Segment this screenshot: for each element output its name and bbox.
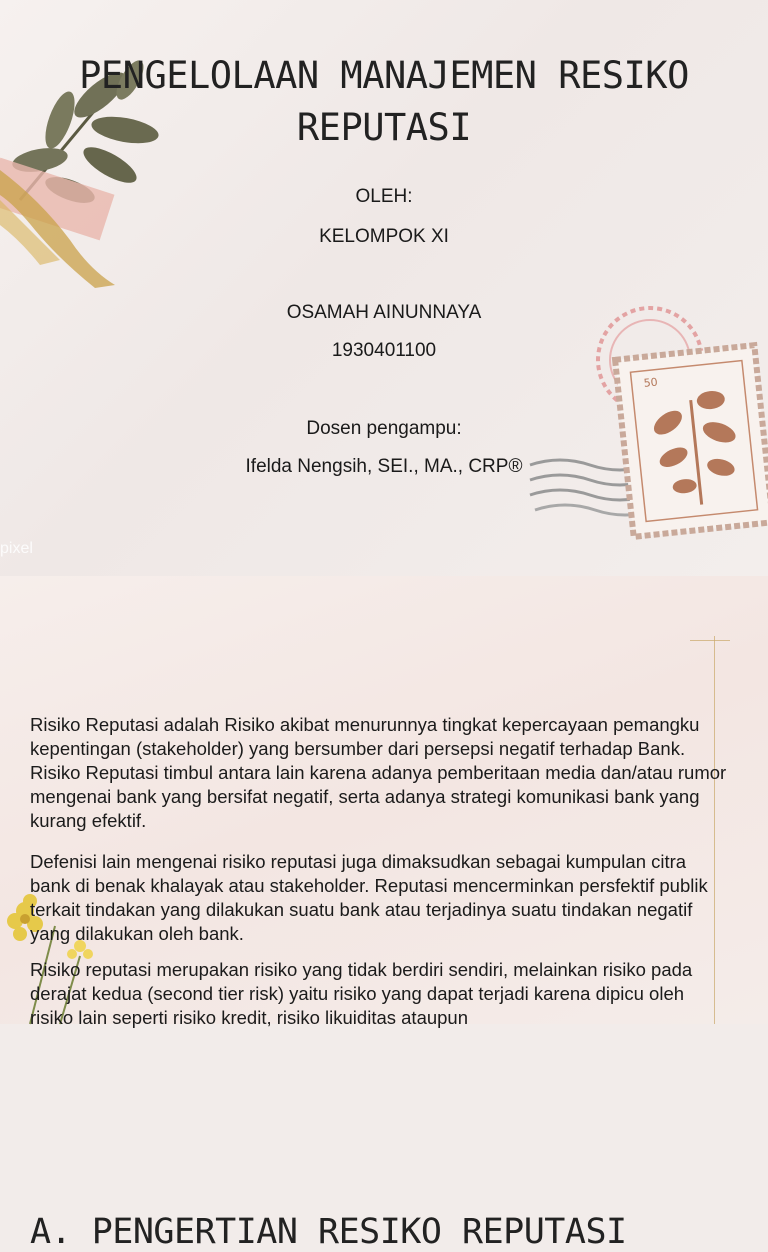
- group-name: KELOMPOK XI: [319, 226, 449, 247]
- lecturer-label: Dosen pengampu:: [306, 418, 462, 439]
- paragraph-1: Risiko Reputasi adalah Risiko akibat menurunnya tingkat kepercayaan pemangku kepentingan (stakeholder) yang bersumber dari persepsi negatif terhadap Bank. Risiko Reputasi timbul antara lain karena adanya pemberitaan media dan/atau rumor mengenai bank yang bersifat negatif, serta adanya strategi komunikasi bank yang kurang efektif.: [30, 714, 727, 831]
- paragraph-2: Defenisi lain mengenai risiko reputasi juga dimaksudkan sebagai kumpulan citra bank di benak khalayak atau stakeholder. Reputasi mencerminkan persfektif publik terkait tindakan yang dilakukan suatu bank atau terjadinya suatu tindakan negatif yang dilakukan oleh bank.: [30, 851, 708, 944]
- slide-title: [0, 50, 768, 154]
- title-slide: [0, 0, 768, 576]
- watermark-text: pixel: [0, 540, 33, 557]
- frame-right-top: [690, 640, 730, 641]
- gold-glitter-decoration: [0, 160, 120, 290]
- author-label: OLEH:: [355, 186, 413, 207]
- postage-stamp-decoration: [520, 290, 768, 550]
- section-heading: A. PENGERTIAN RESIKO REPUTASI: [30, 1212, 627, 1252]
- paragraph-3: Risiko reputasi merupakan risiko yang tidak berdiri sendiri, melainkan risiko pada derajat kedua (second tier risk) yaitu risiko yang dapat terjadi karena dipicu oleh risiko lain seperti risiko kredit, risiko likuiditas ataupun: [30, 959, 693, 1028]
- student-name: OSAMAH AINUNNAYA: [286, 302, 482, 323]
- stamp-value: 50: [643, 375, 659, 390]
- slide-title-line-2: REPUTASI: [296, 106, 472, 149]
- student-id: 1930401100: [331, 340, 437, 361]
- lecturer-name: Ifelda Nengsih, SEI., MA., CRP®: [245, 456, 523, 477]
- slide-title-line-1: PENGELOLAAN MANAJEMEN RESIKO: [79, 54, 689, 97]
